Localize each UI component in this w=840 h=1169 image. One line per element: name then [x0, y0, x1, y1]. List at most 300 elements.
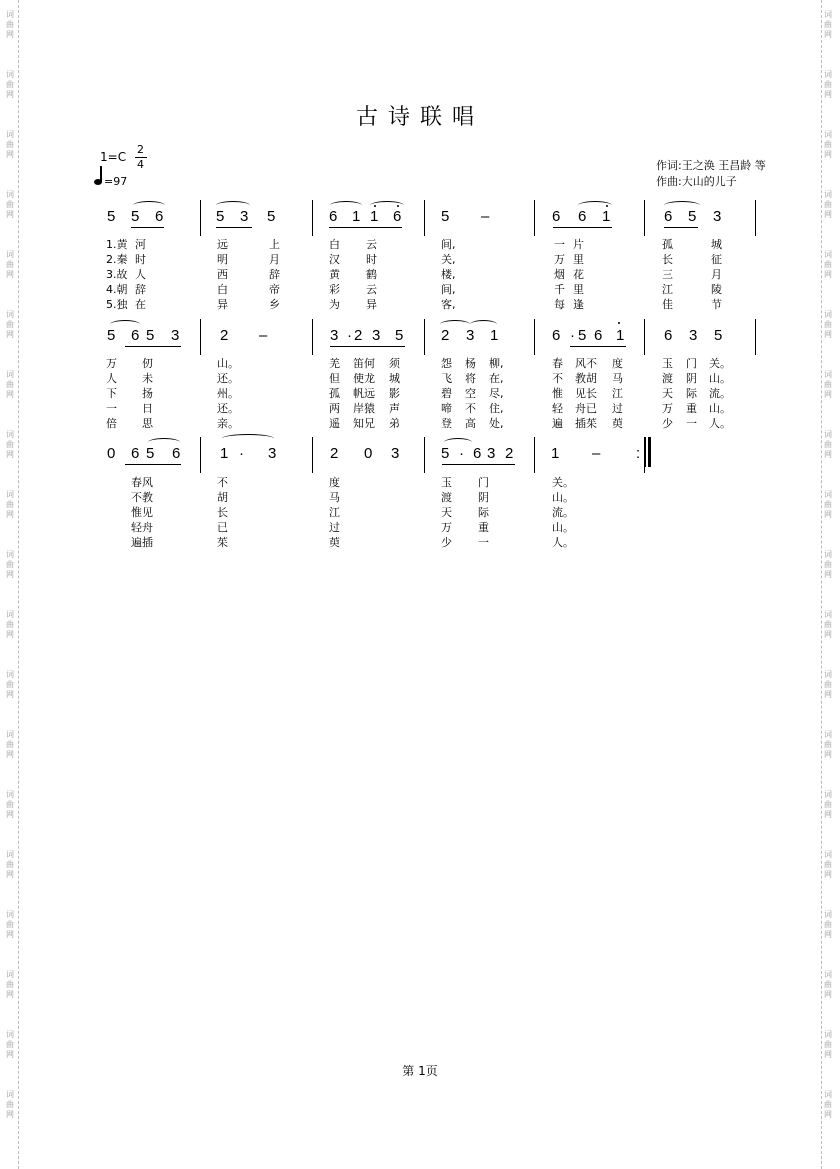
lyric: 帆远: [353, 387, 375, 400]
lyric: 孤: [662, 238, 673, 251]
lyric: 还。: [217, 402, 239, 415]
watermark: 词 曲 网: [6, 790, 14, 819]
watermark: 词 曲 网: [6, 130, 14, 159]
watermark: 词 曲 网: [6, 610, 14, 639]
bar-line: [200, 437, 201, 473]
slur: [664, 201, 700, 210]
lyric: 日: [142, 402, 153, 415]
lyric: 楼,: [441, 268, 456, 281]
note: –: [259, 327, 268, 344]
watermark: 词 曲 网: [6, 370, 14, 399]
note: ·: [459, 445, 464, 462]
note: 6: [594, 327, 603, 344]
note: 0: [107, 445, 116, 462]
tempo-label: =97: [104, 175, 128, 188]
lyric: 一: [478, 536, 489, 549]
lyric: 啼: [441, 402, 452, 415]
song-title: 古诗联唱: [355, 105, 484, 130]
note: 3: [713, 208, 722, 225]
lyric: 岸猿: [353, 402, 375, 415]
lyric: 城: [389, 372, 400, 385]
note: 1: [551, 445, 560, 462]
note-head: [94, 179, 102, 185]
lyricist: 作词:王之涣 王昌龄 等: [656, 159, 766, 172]
note: 5: [146, 327, 155, 344]
eighth-beam: [442, 464, 515, 465]
lyric: 遍: [552, 417, 563, 430]
slur: [440, 320, 470, 329]
final-bar-line: [644, 437, 646, 467]
lyric: 飞: [441, 372, 452, 385]
lyric: 下: [106, 387, 117, 400]
lyric: 阴: [686, 372, 697, 385]
watermark: 词 曲 网: [824, 1030, 832, 1059]
lyric: 黄: [329, 268, 340, 281]
lyric: 明: [217, 253, 228, 266]
lyric: 影: [389, 387, 400, 400]
eighth-beam: [125, 346, 181, 347]
lyric: 阴: [478, 491, 489, 504]
lyric: 萸: [612, 417, 623, 430]
watermark: 词 曲 网: [6, 1090, 14, 1119]
lyric: 杨: [465, 357, 476, 370]
watermark: 词 曲 网: [6, 430, 14, 459]
lyric: 马: [612, 372, 623, 385]
bar-line: [200, 200, 201, 236]
lyric: 渡: [441, 491, 452, 504]
note: 3: [487, 445, 496, 462]
watermark: 词 曲 网: [824, 250, 832, 279]
lyric: 万: [554, 253, 565, 266]
lyric: 山。: [552, 521, 574, 534]
lyric: 山。: [709, 372, 731, 385]
slur: [110, 320, 140, 329]
note: 5: [146, 445, 155, 462]
eighth-beam: [330, 346, 405, 347]
time-signature-bottom: 4: [137, 158, 144, 171]
lyric: 玉: [441, 476, 452, 489]
lyric: 舟已: [575, 402, 597, 415]
watermark: 词 曲 网: [6, 730, 14, 759]
lyric: 州。: [217, 387, 239, 400]
lyric: 彩: [329, 283, 340, 296]
note: 3: [268, 445, 277, 462]
note: –: [592, 445, 601, 462]
lyric: 扬: [142, 387, 153, 400]
lyric: 5.独: [106, 298, 128, 311]
lyric: 山。: [709, 402, 731, 415]
lyric: 轻舟: [131, 521, 153, 534]
lyric: 际: [686, 387, 697, 400]
lyric: 须: [389, 357, 400, 370]
slur: [330, 201, 362, 210]
watermark: 词 曲 网: [824, 10, 832, 39]
lyric: 声: [389, 402, 400, 415]
lyric: 西: [217, 268, 228, 281]
watermark: 词 曲 网: [6, 970, 14, 999]
lyric: 风不: [575, 357, 597, 370]
note: 6: [664, 327, 673, 344]
octave-dot: [618, 322, 620, 324]
bar-line: [534, 437, 535, 473]
lyric: 高: [465, 417, 476, 430]
watermark: 词 曲 网: [824, 970, 832, 999]
lyric: 思: [142, 417, 153, 430]
lyric: 客,: [441, 298, 456, 311]
composer: 作曲:大山的儿子: [656, 175, 737, 188]
note: –: [481, 208, 490, 225]
note: 5: [395, 327, 404, 344]
octave-dot: [397, 205, 399, 207]
note: 1: [352, 208, 361, 225]
lyric: 轻: [552, 402, 563, 415]
lyric: 茱: [217, 536, 228, 549]
watermark: 词 曲 网: [824, 130, 832, 159]
watermark: 词 曲 网: [824, 1090, 832, 1119]
lyric: 登: [441, 417, 452, 430]
lyric: 人。: [709, 417, 731, 430]
lyric: 里: [573, 253, 584, 266]
note: 6: [552, 208, 561, 225]
bar-line: [534, 200, 535, 236]
lyric: 间,: [441, 238, 456, 251]
lyric: 乡: [269, 298, 280, 311]
watermark: 词 曲 网: [6, 550, 14, 579]
lyric: 江: [612, 387, 623, 400]
bar-line: [424, 437, 425, 473]
note: 3: [240, 208, 249, 225]
lyric: 江: [662, 283, 673, 296]
final-bar-line: [648, 437, 651, 467]
bar-line: [644, 200, 645, 236]
lyric: 流。: [552, 506, 574, 519]
note: 0: [364, 445, 373, 462]
lyric: 白: [329, 238, 340, 251]
lyric: 渡: [662, 372, 673, 385]
lyric: 两: [329, 402, 340, 415]
eighth-beam: [553, 227, 612, 228]
lyric: 亲。: [217, 417, 239, 430]
lyric: 过: [612, 402, 623, 415]
key-signature: 1=C: [100, 150, 127, 164]
lyric: 天: [441, 506, 452, 519]
lyric: 时: [366, 253, 377, 266]
lyric: 月: [269, 253, 280, 266]
lyric: 2.秦: [106, 253, 128, 266]
lyric: 春: [552, 357, 563, 370]
watermark: 词 曲 网: [824, 70, 832, 99]
watermark: 词 曲 网: [824, 790, 832, 819]
slur: [222, 434, 274, 443]
note: 3: [466, 327, 475, 344]
bar-line: [312, 319, 313, 355]
lyric: 里: [573, 283, 584, 296]
lyric: 弟: [389, 417, 400, 430]
watermark: 词 曲 网: [824, 550, 832, 579]
lyric: 不教: [131, 491, 153, 504]
lyric: 异: [217, 298, 228, 311]
note: 6: [578, 208, 587, 225]
lyric: 上: [269, 238, 280, 251]
note: 5: [267, 208, 276, 225]
lyric: 天: [662, 387, 673, 400]
lyric: 人。: [552, 536, 574, 549]
lyric: 不: [217, 476, 228, 489]
lyric: 时: [135, 253, 146, 266]
lyric: 在,: [489, 372, 504, 385]
lyric: 白: [217, 283, 228, 296]
note: ·: [239, 445, 244, 462]
watermark: 词 曲 网: [824, 910, 832, 939]
watermark: 词 曲 网: [824, 430, 832, 459]
lyric: 但: [329, 372, 340, 385]
lyric: 人: [135, 268, 146, 281]
note: 2: [330, 445, 339, 462]
lyric: 江: [329, 506, 340, 519]
lyric: 烟: [554, 268, 565, 281]
lyric: 关,: [441, 253, 456, 266]
lyric: 萸: [329, 536, 340, 549]
lyric: 1.黄: [106, 238, 128, 251]
note: ·: [347, 327, 352, 344]
watermark: 词 曲 网: [824, 490, 832, 519]
eighth-beam: [125, 464, 181, 465]
lyric: 惟: [552, 387, 563, 400]
note: 6: [172, 445, 181, 462]
lyric: 山。: [217, 357, 239, 370]
lyric: 不: [552, 372, 563, 385]
lyric: 插茱: [575, 417, 597, 430]
lyric: 月: [711, 268, 722, 281]
lyric: 见长: [575, 387, 597, 400]
lyric: 倍: [106, 417, 117, 430]
lyric: 度: [612, 357, 623, 370]
note: 6: [131, 327, 140, 344]
lyric: 陵: [711, 283, 722, 296]
lyric: 尽,: [489, 387, 504, 400]
lyric: 在: [135, 298, 146, 311]
lyric: 碧: [441, 387, 452, 400]
slur: [216, 201, 250, 210]
note: 5: [216, 208, 225, 225]
lyric: 教胡: [575, 372, 597, 385]
lyric: 空: [465, 387, 476, 400]
note: 1: [602, 208, 611, 225]
lyric: 间,: [441, 283, 456, 296]
slur: [148, 438, 180, 447]
lyric: 一: [686, 417, 697, 430]
lyric: 鹤: [366, 268, 377, 281]
lyric: 遍插: [131, 536, 153, 549]
lyric: 少: [441, 536, 452, 549]
watermark: 词 曲 网: [6, 670, 14, 699]
lyric: 胡: [217, 491, 228, 504]
lyric: 已: [217, 521, 228, 534]
note: 1: [490, 327, 499, 344]
note: 6: [155, 208, 164, 225]
lyric: 流。: [709, 387, 731, 400]
note: :: [636, 445, 641, 462]
lyric: 三: [662, 268, 673, 281]
bar-line: [424, 319, 425, 355]
note: 3: [171, 327, 180, 344]
lyric: 城: [711, 238, 722, 251]
lyric: 一: [106, 402, 117, 415]
lyric: 处,: [489, 417, 504, 430]
lyric: 万: [441, 521, 452, 534]
lyric: 征: [711, 253, 722, 266]
lyric: 花: [573, 268, 584, 281]
lyric: 春风: [131, 476, 153, 489]
note: 3: [330, 327, 339, 344]
lyric: 汉: [329, 253, 340, 266]
lyric: 山。: [552, 491, 574, 504]
lyric: 长: [217, 506, 228, 519]
watermark: 词 曲 网: [824, 310, 832, 339]
note: 6: [393, 208, 402, 225]
lyric: 关。: [552, 476, 574, 489]
lyric: 万: [106, 357, 117, 370]
lyric: 还。: [217, 372, 239, 385]
lyric: 少: [662, 417, 673, 430]
bar-line: [644, 319, 645, 355]
lyric: 每: [554, 298, 565, 311]
lyric: 不: [465, 402, 476, 415]
watermark: 词 曲 网: [824, 610, 832, 639]
watermark: 词 曲 网: [824, 670, 832, 699]
octave-dot: [374, 205, 376, 207]
lyric: 长: [662, 253, 673, 266]
watermark: 词 曲 网: [6, 910, 14, 939]
lyric: 千: [554, 283, 565, 296]
note: 1: [616, 327, 625, 344]
lyric: 远: [217, 238, 228, 251]
lyric: 片: [573, 238, 584, 251]
watermark: 词 曲 网: [824, 730, 832, 759]
note: 5: [441, 208, 450, 225]
note: 3: [391, 445, 400, 462]
lyric: 人: [106, 372, 117, 385]
watermark: 词 曲 网: [824, 370, 832, 399]
lyric: 河: [135, 238, 146, 251]
note: 3: [372, 327, 381, 344]
lyric: 住,: [489, 402, 504, 415]
note: 5: [441, 445, 450, 462]
watermark: 词 曲 网: [6, 850, 14, 879]
lyric: 佳: [662, 298, 673, 311]
note: 2: [354, 327, 363, 344]
watermark: 词 曲 网: [6, 1030, 14, 1059]
watermark: 词 曲 网: [6, 490, 14, 519]
lyric: 一: [554, 238, 565, 251]
watermark: 词 曲 网: [824, 850, 832, 879]
note: 6: [552, 327, 561, 344]
watermark: 词 曲 网: [6, 70, 14, 99]
watermark: 词 曲 网: [6, 190, 14, 219]
lyric: 辞: [135, 283, 146, 296]
lyric: 过: [329, 521, 340, 534]
eighth-beam: [329, 227, 402, 228]
lyric: 使龙: [353, 372, 375, 385]
note: 5: [107, 208, 116, 225]
lyric: 云: [366, 283, 377, 296]
bar-line: [312, 437, 313, 473]
eighth-beam: [131, 227, 164, 228]
lyric: 怨: [441, 357, 452, 370]
lyric: 知兄: [353, 417, 375, 430]
lyric: 际: [478, 506, 489, 519]
eighth-beam: [570, 346, 626, 347]
note: 5: [107, 327, 116, 344]
watermark: 词 曲 网: [6, 250, 14, 279]
note: ·: [570, 327, 575, 344]
lyric: 马: [329, 491, 340, 504]
watermark: 词 曲 网: [824, 190, 832, 219]
lyric: 逢: [573, 298, 584, 311]
eighth-beam: [664, 227, 698, 228]
note: 5: [714, 327, 723, 344]
bar-line: [424, 200, 425, 236]
lyric: 未: [142, 372, 153, 385]
note: 2: [441, 327, 450, 344]
lyric: 帝: [269, 283, 280, 296]
lyric: 柳,: [489, 357, 504, 370]
slur: [444, 438, 472, 447]
lyric: 云: [366, 238, 377, 251]
lyric: 3.故: [106, 268, 128, 281]
lyric: 羌: [329, 357, 340, 370]
note: 6: [131, 445, 140, 462]
time-signature-top: 2: [137, 143, 144, 156]
note: 2: [505, 445, 514, 462]
lyric: 度: [329, 476, 340, 489]
lyric: 玉: [662, 357, 673, 370]
note: 2: [220, 327, 229, 344]
note: 6: [664, 208, 673, 225]
lyric: 遥: [329, 417, 340, 430]
note: 1: [220, 445, 229, 462]
lyric: 节: [711, 298, 722, 311]
note: 5: [131, 208, 140, 225]
lyric: 孤: [329, 387, 340, 400]
bar-line: [755, 319, 756, 355]
note: 5: [688, 208, 697, 225]
lyric: 仞: [142, 357, 153, 370]
lyric: 惟见: [131, 506, 153, 519]
bar-line: [755, 200, 756, 236]
lyric: 门: [686, 357, 697, 370]
bar-line: [534, 319, 535, 355]
note: 3: [689, 327, 698, 344]
eighth-beam: [216, 227, 252, 228]
note: 6: [329, 208, 338, 225]
bar-line: [200, 319, 201, 355]
lyric: 异: [366, 298, 377, 311]
lyric: 重: [686, 402, 697, 415]
lyric: 4.朝: [106, 283, 128, 296]
lyric: 门: [478, 476, 489, 489]
note: 6: [473, 445, 482, 462]
watermark: 词 曲 网: [6, 310, 14, 339]
lyric: 笛何: [353, 357, 375, 370]
octave-dot: [606, 205, 608, 207]
lyric: 将: [465, 372, 476, 385]
lyric: 为: [329, 298, 340, 311]
slur: [133, 201, 165, 210]
lyric: 关。: [709, 357, 731, 370]
lyric: 重: [478, 521, 489, 534]
watermark: 词 曲 网: [6, 10, 14, 39]
